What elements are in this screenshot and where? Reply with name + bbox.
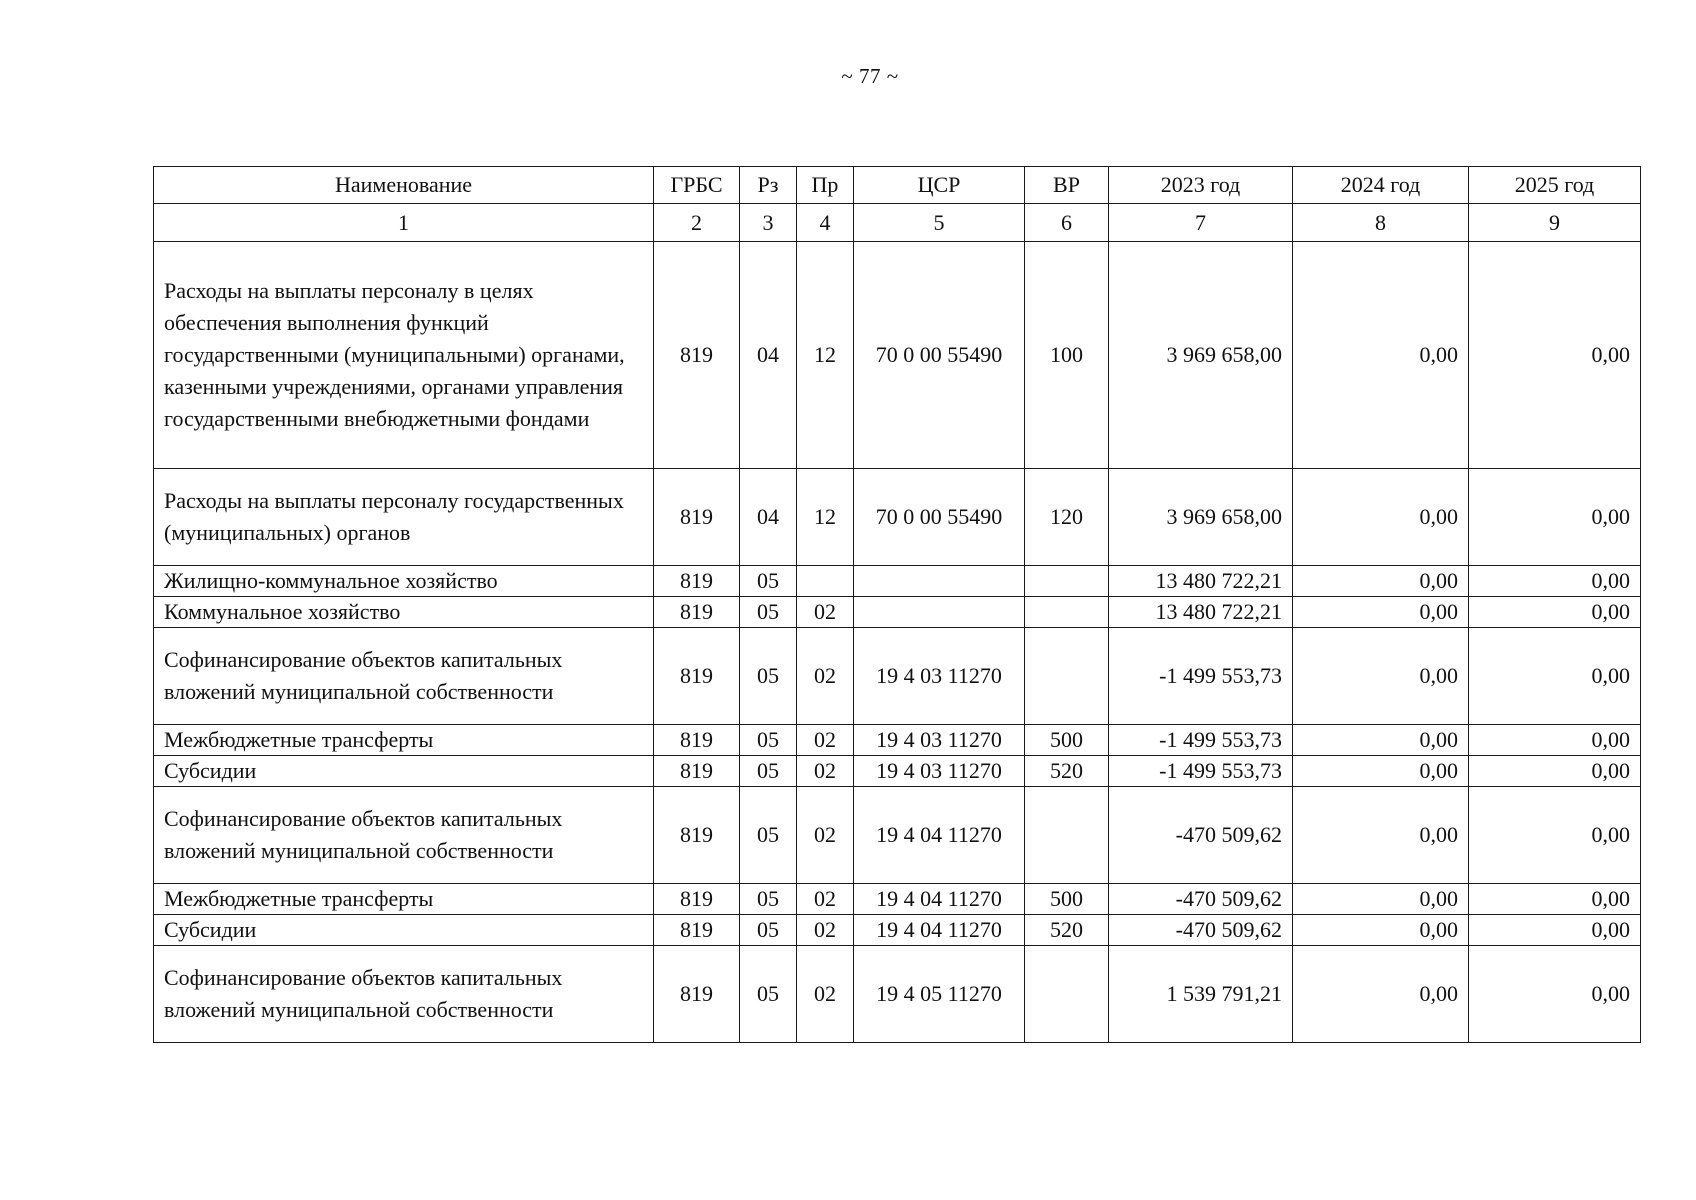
header-2025: 2025 год: [1469, 167, 1641, 204]
row-2024: 0,00: [1293, 787, 1469, 884]
row-name: Коммунальное хозяйство: [154, 597, 654, 628]
row-2025: 0,00: [1469, 946, 1641, 1043]
header-grbs: ГРБС: [654, 167, 740, 204]
row-2024: 0,00: [1293, 756, 1469, 787]
row-csr: 19 4 05 11270: [854, 946, 1025, 1043]
row-2023: -470 509,62: [1109, 884, 1293, 915]
column-number: 5: [854, 204, 1025, 242]
row-vr: 120: [1025, 469, 1109, 566]
row-grbs: 819: [654, 884, 740, 915]
row-csr: 19 4 04 11270: [854, 884, 1025, 915]
row-2023: 13 480 722,21: [1109, 597, 1293, 628]
row-csr: 19 4 03 11270: [854, 628, 1025, 725]
row-rz: 05: [740, 597, 797, 628]
table-row: [154, 915, 1641, 946]
row-grbs: 819: [654, 566, 740, 597]
row-grbs: 819: [654, 469, 740, 566]
row-rz: 05: [740, 756, 797, 787]
row-2023: -470 509,62: [1109, 915, 1293, 946]
row-name: Субсидии: [154, 915, 654, 946]
row-2025: 0,00: [1469, 242, 1641, 469]
row-2025: 0,00: [1469, 469, 1641, 566]
page-number: ~ 77 ~: [841, 64, 899, 88]
row-vr: 500: [1025, 884, 1109, 915]
row-2023: 3 969 658,00: [1109, 242, 1293, 469]
header-name: Наименование: [154, 167, 654, 204]
row-pr: 12: [797, 242, 854, 469]
row-grbs: 819: [654, 597, 740, 628]
row-csr: 70 0 00 55490: [854, 242, 1025, 469]
row-pr: 02: [797, 946, 854, 1043]
row-name: Расходы на выплаты персоналу государственных (муниципальных) органов: [154, 469, 654, 566]
row-2025: 0,00: [1469, 756, 1641, 787]
row-pr: 12: [797, 469, 854, 566]
table-row: [154, 756, 1641, 787]
row-pr: 02: [797, 597, 854, 628]
column-number: 9: [1469, 204, 1641, 242]
header-2023: 2023 год: [1109, 167, 1293, 204]
table-row: [154, 725, 1641, 756]
row-2024: 0,00: [1293, 597, 1469, 628]
row-rz: 05: [740, 946, 797, 1043]
header-row: [154, 167, 1641, 204]
row-2025: 0,00: [1469, 566, 1641, 597]
row-pr: [797, 566, 854, 597]
row-grbs: 819: [654, 628, 740, 725]
row-vr: 520: [1025, 756, 1109, 787]
row-csr: 19 4 03 11270: [854, 756, 1025, 787]
row-name: Софинансирование объектов капитальных вложений муниципальной собственности: [154, 787, 654, 884]
row-grbs: 819: [654, 915, 740, 946]
row-rz: 05: [740, 915, 797, 946]
row-vr: [1025, 628, 1109, 725]
row-name: Жилищно-коммунальное хозяйство: [154, 566, 654, 597]
table-row: [154, 469, 1641, 566]
column-number: 3: [740, 204, 797, 242]
row-grbs: 819: [654, 946, 740, 1043]
table-row: [154, 787, 1641, 884]
row-2023: -470 509,62: [1109, 787, 1293, 884]
row-pr: 02: [797, 628, 854, 725]
row-2025: 0,00: [1469, 884, 1641, 915]
row-grbs: 819: [654, 756, 740, 787]
header-2024: 2024 год: [1293, 167, 1469, 204]
row-rz: 05: [740, 566, 797, 597]
column-number: 6: [1025, 204, 1109, 242]
row-2023: 1 539 791,21: [1109, 946, 1293, 1043]
column-number-row: [154, 204, 1641, 242]
row-rz: 05: [740, 787, 797, 884]
column-number: 7: [1109, 204, 1293, 242]
row-vr: [1025, 787, 1109, 884]
header-pr: Пр: [797, 167, 854, 204]
budget-table: [153, 166, 1641, 1043]
row-name: Субсидии: [154, 756, 654, 787]
row-csr: [854, 566, 1025, 597]
row-2023: -1 499 553,73: [1109, 756, 1293, 787]
row-name: Софинансирование объектов капитальных вложений муниципальной собственности: [154, 946, 654, 1043]
column-number: 4: [797, 204, 854, 242]
column-number: 1: [154, 204, 654, 242]
header-vr: ВР: [1025, 167, 1109, 204]
row-pr: 02: [797, 884, 854, 915]
row-name: Софинансирование объектов капитальных вложений муниципальной собственности: [154, 628, 654, 725]
row-rz: 05: [740, 628, 797, 725]
row-2025: 0,00: [1469, 725, 1641, 756]
row-vr: [1025, 566, 1109, 597]
row-2024: 0,00: [1293, 915, 1469, 946]
row-vr: 100: [1025, 242, 1109, 469]
row-2023: -1 499 553,73: [1109, 628, 1293, 725]
row-pr: 02: [797, 756, 854, 787]
table-row: [154, 242, 1641, 469]
row-name: Межбюджетные трансферты: [154, 884, 654, 915]
row-2024: 0,00: [1293, 242, 1469, 469]
row-2023: -1 499 553,73: [1109, 725, 1293, 756]
row-2024: 0,00: [1293, 566, 1469, 597]
row-csr: 19 4 04 11270: [854, 915, 1025, 946]
column-number: 8: [1293, 204, 1469, 242]
row-csr: [854, 597, 1025, 628]
row-pr: 02: [797, 915, 854, 946]
row-rz: 05: [740, 725, 797, 756]
row-vr: 520: [1025, 915, 1109, 946]
row-2025: 0,00: [1469, 597, 1641, 628]
table-row: [154, 884, 1641, 915]
row-rz: 04: [740, 469, 797, 566]
row-2024: 0,00: [1293, 628, 1469, 725]
row-2025: 0,00: [1469, 915, 1641, 946]
row-vr: 500: [1025, 725, 1109, 756]
row-2024: 0,00: [1293, 946, 1469, 1043]
header-rz: Рз: [740, 167, 797, 204]
row-grbs: 819: [654, 787, 740, 884]
row-name: Межбюджетные трансферты: [154, 725, 654, 756]
row-csr: 19 4 04 11270: [854, 787, 1025, 884]
row-rz: 04: [740, 242, 797, 469]
row-csr: 70 0 00 55490: [854, 469, 1025, 566]
row-grbs: 819: [654, 725, 740, 756]
table-row: [154, 597, 1641, 628]
row-2024: 0,00: [1293, 469, 1469, 566]
row-name: Расходы на выплаты персоналу в целях обеспечения выполнения функций государственными (муниципальными) органами, казенными учреждениями, органами управления государственными внебюджетными фондами: [154, 242, 654, 469]
row-2025: 0,00: [1469, 787, 1641, 884]
row-grbs: 819: [654, 242, 740, 469]
table-row: [154, 628, 1641, 725]
row-2023: 3 969 658,00: [1109, 469, 1293, 566]
row-vr: [1025, 946, 1109, 1043]
row-2024: 0,00: [1293, 884, 1469, 915]
table-row: [154, 946, 1641, 1043]
column-number: 2: [654, 204, 740, 242]
row-pr: 02: [797, 725, 854, 756]
header-csr: ЦСР: [854, 167, 1025, 204]
row-rz: 05: [740, 884, 797, 915]
row-vr: [1025, 597, 1109, 628]
row-2023: 13 480 722,21: [1109, 566, 1293, 597]
row-2024: 0,00: [1293, 725, 1469, 756]
row-2025: 0,00: [1469, 628, 1641, 725]
table-row: [154, 566, 1641, 597]
row-pr: 02: [797, 787, 854, 884]
row-csr: 19 4 03 11270: [854, 725, 1025, 756]
